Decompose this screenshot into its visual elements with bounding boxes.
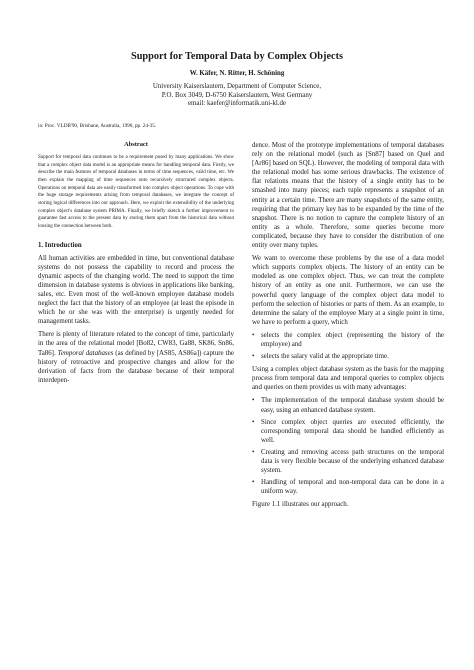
list-item-text: The implementation of the temporal database system should be easy, using an enhanced database system. — [261, 397, 444, 414]
list-item — [252, 418, 444, 445]
bullet-mark: • — [252, 353, 255, 361]
list-item — [252, 331, 444, 349]
intro-paragraph-2-start: There is plenty of literature related to the concept of time, particularly in the area of the relational model [Bo82, CW83, Ga88, SK86, Sn86, Ta86]. — [38, 331, 234, 357]
body-paragraph-2: We want to overcome these problems by the use of a data model which supports complex objects. The history of an entity can be modeled as one complex object. Thus, we can treat the complete history of an entity as one unit. Furthermore, we can use the powerful query language of the complex object data model to perform the selection of histories or parts of them. As an example, to determine the salary of the employee Mary at a single point in time, we have to perform a query, which — [252, 255, 444, 326]
affiliation-line: P.O. Box 3049, D-6750 Kaiserslautern, West Germany — [161, 91, 313, 99]
paper-header — [0, 50, 474, 109]
list-item — [252, 448, 444, 475]
body-paragraph-3: Using a complex object database system as the basis for the mapping process from temporal data and temporal queries to complex objects and queries on them provides us with many advantages: — [252, 366, 444, 392]
bullet-mark: • — [252, 397, 255, 405]
paper-title: Support for Temporal Data by Complex Objects — [130, 51, 344, 62]
intro-paragraph-2-emphasis: Temporal databases — [57, 349, 114, 357]
bullet-mark: • — [252, 331, 255, 339]
intro-paragraph-2 — [38, 330, 234, 385]
list-item-text: selects the complex object (representing the history of the employee) and — [261, 331, 444, 348]
list-item — [252, 478, 444, 496]
advantages-list — [252, 396, 444, 496]
abstract-heading: Abstract — [124, 141, 148, 148]
section-heading-introduction: 1. Introduction — [38, 241, 82, 249]
author-affiliation — [0, 83, 474, 109]
list-item-text: selects the salary valid at the appropriate time. — [261, 353, 389, 361]
paper-authors: W. Käfer, N. Ritter, H. Schöning — [189, 70, 285, 77]
list-item — [252, 396, 444, 414]
abstract-text: Support for temporal data continues to be a requirement posed by many applications. We show that a complex object data model is an appropriate means for handling temporal data. Firstly, we describe the main features of temporal databases in terms of time sequences, valid time, etc. We then explain the mapping of time sequences onto recursively structured complex objects. Operations on temporal data are easily transformed into complex object operations. To cope with the huge storage requirements arising from temporal databases, we integrate the concept of storing logical differences into our approach. Here, we exploit the extensibility of the underlying complex object's database system PRIMA. Finally, we briefly sketch a further improvement to guarantee fast access to the present data by storing them apart from the historical data without loosing the connection between both. — [38, 155, 234, 229]
body-paragraph-4: Figure 1.1 illustrates our approach. — [252, 501, 349, 509]
list-item — [252, 352, 444, 361]
bullet-mark: • — [252, 479, 255, 487]
affiliation-line: University Kaiserslautern, Department of Computer Science, — [152, 83, 322, 90]
list-item-text: Since complex object queries are executed efficiently, the corresponding temporal data should be handled efficiently as well. — [261, 418, 444, 444]
list-item-text: Handling of temporal and non-temporal data can be done in a uniform way. — [261, 479, 444, 496]
query-steps-list — [252, 331, 444, 361]
affiliation-line: email: kaefer@informatik.uni-kl.de — [188, 100, 286, 108]
proceedings-note: in: Proc. VLDB'90, Brisbane, Australia, 1990, pp. 24-35. — [38, 123, 157, 129]
intro-paragraph-1: All human activities are embedded in time, but conventional database systems do not possess the capability to record and process the dynamic aspects of the changing world. The need to support the time dimension in database systems is obvious in applications like banking, sales, etc. Even most of the well-known employee database models neglect the fact that the history of an employee (at least the episode in which he or she was with the enterprise) is urgently needed for management tasks. — [38, 254, 234, 326]
intro-paragraph-2-end: (as defined by [AS85, AS86a]) capture the history of retroactive and prospective changes and allow for the derivation of facts from the database because of their temporal interdepen- — [38, 349, 234, 384]
right-column — [252, 141, 444, 513]
bullet-mark: • — [252, 448, 255, 456]
list-item-text: Creating and removing access path structures on the temporal data is very flexible because of the underlying enhanced database system. — [261, 448, 444, 475]
bullet-mark: • — [252, 418, 255, 426]
left-column — [38, 141, 234, 389]
body-paragraph-1: dence. Most of the prototype implementations of temporal databases rely on the relational model (such as [Sn87] based on Quel and [Ar86] based on SQL). However, the modeling of temporal data with the relational model has some serious drawbacks. The existence of flat relations means that the history of a single entity has to be smashed into many pieces; each tuple represents a snapshot of an entity at a certain time. There are many snapshots of the same entity, requiring that the primary key has to be expanded by the time of the snapshot. There is no notion to capture the complete history of an entity as a whole. Therefore, some queries become more complicated, because they have to consider the distribution of one entity over many tuples. — [252, 142, 444, 250]
